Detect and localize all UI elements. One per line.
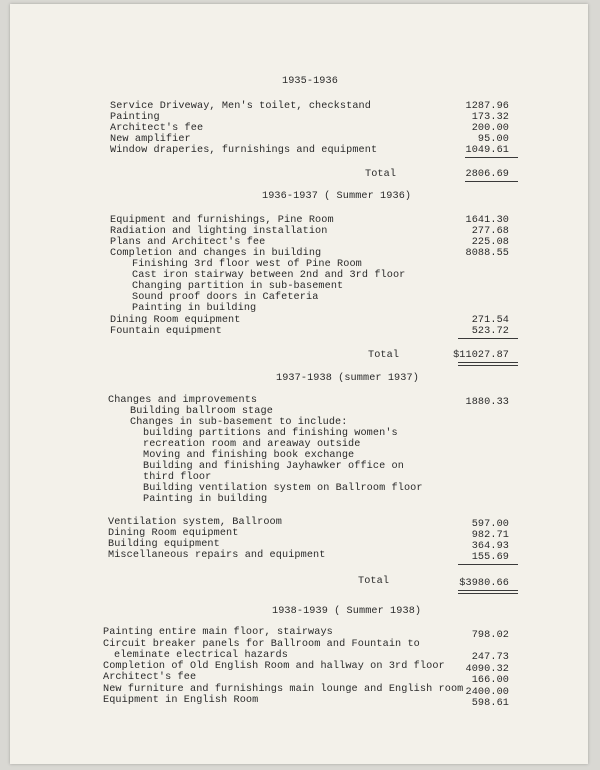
sub-sub-item: recreation room and areaway outside xyxy=(143,439,361,450)
line-item-amount: 4090.32 xyxy=(465,664,509,675)
line-item-amount: 155.69 xyxy=(471,552,509,563)
sub-sub-item: third floor xyxy=(143,472,212,483)
section-header-1938: 1938-1939 ( Summer 1938) xyxy=(272,606,422,617)
line-item-amount: 200.00 xyxy=(471,123,509,134)
line-item-label: Equipment in English Room xyxy=(103,695,259,706)
line-item-label: Plans and Architect's fee xyxy=(110,237,266,248)
total-rule xyxy=(458,362,518,363)
sub-sub-item: Moving and finishing book exchange xyxy=(143,450,355,461)
line-item-label: Painting xyxy=(110,112,160,123)
line-item-amount: 2400.00 xyxy=(465,687,509,698)
line-item-amount: 1287.96 xyxy=(465,101,509,112)
sub-item: Building ballroom stage xyxy=(130,406,273,417)
line-item-label: Painting entire main floor, stairways xyxy=(103,627,333,638)
line-item-amount: 597.00 xyxy=(471,519,509,530)
line-item-label: New furniture and furnishings main lounge and English room xyxy=(103,684,464,695)
line-item-amount: 598.61 xyxy=(471,698,509,709)
line-item-amount: 523.72 xyxy=(471,326,509,337)
line-item-amount: 271.54 xyxy=(471,315,509,326)
line-item-label: Dining Room equipment xyxy=(110,315,241,326)
section-header-1936: 1936-1937 ( Summer 1936) xyxy=(262,191,412,202)
line-item-amount: 982.71 xyxy=(471,530,509,541)
line-item-amount: 225.08 xyxy=(471,237,509,248)
line-item-label: Window draperies, furnishings and equipment xyxy=(110,145,378,156)
line-item-amount: 798.02 xyxy=(471,630,509,641)
sub-item: Finishing 3rd floor west of Pine Room xyxy=(132,259,362,270)
line-item-label: Changes and improvements xyxy=(108,395,258,406)
line-item-amount: 173.32 xyxy=(471,112,509,123)
line-item-label: Dining Room equipment xyxy=(108,528,239,539)
line-item-label-continued: eleminate electrical hazards xyxy=(114,650,288,661)
sub-sub-item: Painting in building xyxy=(143,494,268,505)
line-item-label: Fountain equipment xyxy=(110,326,222,337)
sub-sub-item: Building and finishing Jayhawker office on xyxy=(143,461,404,472)
sub-item: Cast iron stairway between 2nd and 3rd floor xyxy=(132,270,406,281)
line-item-label: Circuit breaker panels for Ballroom and Fountain to xyxy=(103,639,420,650)
total-label: Total xyxy=(365,169,397,180)
line-item-amount: 247.73 xyxy=(471,652,509,663)
sum-rule xyxy=(465,157,518,158)
sub-item: Sound proof doors in Cafeteria xyxy=(132,292,319,303)
line-item-label: Completion and changes in building xyxy=(110,248,322,259)
line-item-amount: 1880.33 xyxy=(465,397,509,408)
line-item-label: New amplifier xyxy=(110,134,191,145)
total-amount: 2806.69 xyxy=(465,169,509,180)
line-item-label: Architect's fee xyxy=(110,123,204,134)
sub-item: Changes in sub-basement to include: xyxy=(130,417,348,428)
total-label: Total xyxy=(368,350,400,361)
line-item-label: Building equipment xyxy=(108,539,220,550)
line-item-label: Miscellaneous repairs and equipment xyxy=(108,550,326,561)
total-label: Total xyxy=(358,576,390,587)
line-item-amount: 1049.61 xyxy=(465,145,509,156)
section-header-1935: 1935-1936 xyxy=(282,76,338,87)
sum-rule xyxy=(458,564,518,565)
total-rule xyxy=(458,590,518,591)
sub-sub-item: Building ventilation system on Ballroom floor xyxy=(143,483,423,494)
section-header-1937: 1937-1938 (summer 1937) xyxy=(276,373,419,384)
sub-item: Changing partition in sub-basement xyxy=(132,281,344,292)
line-item-label: Completion of Old English Room and hallway on 3rd floor xyxy=(103,661,445,672)
line-item-amount: 277.68 xyxy=(471,226,509,237)
line-item-amount: 166.00 xyxy=(471,675,509,686)
document-page xyxy=(10,4,588,764)
total-amount: $11027.87 xyxy=(453,350,509,361)
line-item-label: Radiation and lighting installation xyxy=(110,226,328,237)
line-item-amount: 8088.55 xyxy=(465,248,509,259)
sub-sub-item: building partitions and finishing women's xyxy=(143,428,398,439)
total-rule xyxy=(465,181,518,182)
line-item-amount: 364.93 xyxy=(471,541,509,552)
line-item-label: Ventilation system, Ballroom xyxy=(108,517,282,528)
total-double-rule xyxy=(458,365,518,366)
total-amount: $3980.66 xyxy=(459,578,509,589)
sum-rule xyxy=(458,338,518,339)
line-item-label: Equipment and furnishings, Pine Room xyxy=(110,215,334,226)
line-item-amount: 1641.30 xyxy=(465,215,509,226)
sub-item: Painting in building xyxy=(132,303,257,314)
line-item-label: Architect's fee xyxy=(103,672,197,683)
line-item-label: Service Driveway, Men's toilet, checkstand xyxy=(110,101,371,112)
total-double-rule xyxy=(458,593,518,594)
line-item-amount: 95.00 xyxy=(477,134,509,145)
